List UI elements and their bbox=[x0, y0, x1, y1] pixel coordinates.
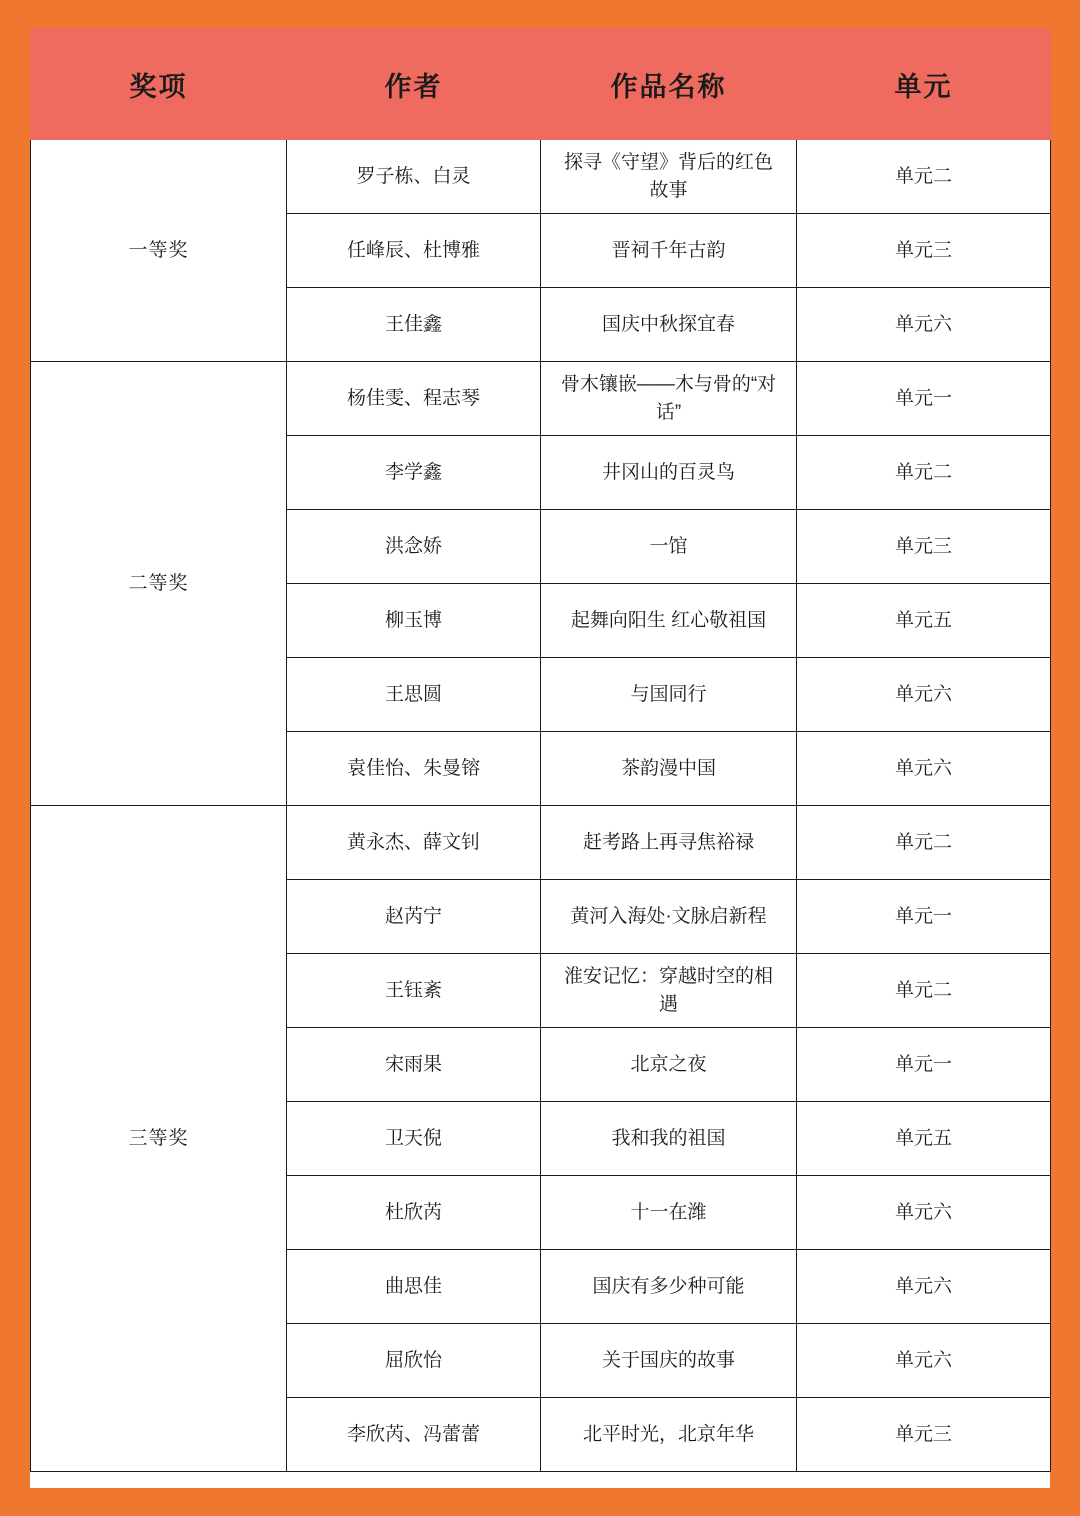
author-cell: 赵芮宁 bbox=[287, 880, 541, 954]
author-cell: 宋雨果 bbox=[287, 1028, 541, 1102]
work-title-cell: 与国同行 bbox=[541, 658, 797, 732]
table-row bbox=[31, 806, 1051, 880]
work-title-cell: 北京之夜 bbox=[541, 1028, 797, 1102]
unit-cell: 单元一 bbox=[797, 880, 1051, 954]
author-cell: 王佳鑫 bbox=[287, 288, 541, 362]
table-body bbox=[31, 140, 1051, 1472]
work-title-cell: 国庆中秋探宜春 bbox=[541, 288, 797, 362]
unit-cell: 单元三 bbox=[797, 214, 1051, 288]
unit-cell: 单元六 bbox=[797, 1250, 1051, 1324]
unit-cell: 单元五 bbox=[797, 1102, 1051, 1176]
award-group-cell: 三等奖 bbox=[31, 806, 287, 1472]
work-title-cell: 茶韵漫中国 bbox=[541, 732, 797, 806]
work-title-cell: 探寻《守望》背后的红色故事 bbox=[541, 140, 797, 214]
header-row bbox=[31, 29, 1051, 140]
work-title-cell: 十一在潍 bbox=[541, 1176, 797, 1250]
award-table-container bbox=[30, 28, 1050, 1488]
work-title-cell: 国庆有多少种可能 bbox=[541, 1250, 797, 1324]
author-cell: 任峰辰、杜博雅 bbox=[287, 214, 541, 288]
author-cell: 袁佳怡、朱曼镕 bbox=[287, 732, 541, 806]
unit-cell: 单元六 bbox=[797, 1324, 1051, 1398]
unit-cell: 单元三 bbox=[797, 1398, 1051, 1472]
work-title-cell: 起舞向阳生 红心敬祖国 bbox=[541, 584, 797, 658]
unit-cell: 单元二 bbox=[797, 806, 1051, 880]
header-unit: 单元 bbox=[797, 29, 1051, 140]
table-header bbox=[31, 29, 1051, 140]
author-cell: 柳玉博 bbox=[287, 584, 541, 658]
author-cell: 李学鑫 bbox=[287, 436, 541, 510]
work-title-cell: 黄河入海处·文脉启新程 bbox=[541, 880, 797, 954]
unit-cell: 单元一 bbox=[797, 362, 1051, 436]
author-cell: 王钰紊 bbox=[287, 954, 541, 1028]
author-cell: 李欣芮、冯蕾蕾 bbox=[287, 1398, 541, 1472]
work-title-cell: 我和我的祖国 bbox=[541, 1102, 797, 1176]
unit-cell: 单元二 bbox=[797, 140, 1051, 214]
unit-cell: 单元六 bbox=[797, 288, 1051, 362]
award-group-cell: 一等奖 bbox=[31, 140, 287, 362]
work-title-cell: 骨木镶嵌——木与骨的“对话” bbox=[541, 362, 797, 436]
author-cell: 黄永杰、薛文钊 bbox=[287, 806, 541, 880]
unit-cell: 单元六 bbox=[797, 658, 1051, 732]
author-cell: 卫天倪 bbox=[287, 1102, 541, 1176]
header-award: 奖项 bbox=[31, 29, 287, 140]
author-cell: 杜欣芮 bbox=[287, 1176, 541, 1250]
award-group-cell: 二等奖 bbox=[31, 362, 287, 806]
author-cell: 曲思佳 bbox=[287, 1250, 541, 1324]
work-title-cell: 一馆 bbox=[541, 510, 797, 584]
unit-cell: 单元三 bbox=[797, 510, 1051, 584]
award-table bbox=[30, 28, 1051, 1472]
unit-cell: 单元六 bbox=[797, 1176, 1051, 1250]
unit-cell: 单元一 bbox=[797, 1028, 1051, 1102]
unit-cell: 单元六 bbox=[797, 732, 1051, 806]
work-title-cell: 晋祠千年古韵 bbox=[541, 214, 797, 288]
author-cell: 罗子栋、白灵 bbox=[287, 140, 541, 214]
work-title-cell: 北平时光，北京年华 bbox=[541, 1398, 797, 1472]
work-title-cell: 淮安记忆：穿越时空的相遇 bbox=[541, 954, 797, 1028]
header-author: 作者 bbox=[287, 29, 541, 140]
author-cell: 屈欣怡 bbox=[287, 1324, 541, 1398]
table-row bbox=[31, 362, 1051, 436]
work-title-cell: 关于国庆的故事 bbox=[541, 1324, 797, 1398]
author-cell: 杨佳雯、程志琴 bbox=[287, 362, 541, 436]
unit-cell: 单元二 bbox=[797, 436, 1051, 510]
table-row bbox=[31, 140, 1051, 214]
work-title-cell: 赶考路上再寻焦裕禄 bbox=[541, 806, 797, 880]
author-cell: 洪念娇 bbox=[287, 510, 541, 584]
header-title: 作品名称 bbox=[541, 29, 797, 140]
author-cell: 王思圆 bbox=[287, 658, 541, 732]
unit-cell: 单元二 bbox=[797, 954, 1051, 1028]
unit-cell: 单元五 bbox=[797, 584, 1051, 658]
work-title-cell: 井冈山的百灵鸟 bbox=[541, 436, 797, 510]
